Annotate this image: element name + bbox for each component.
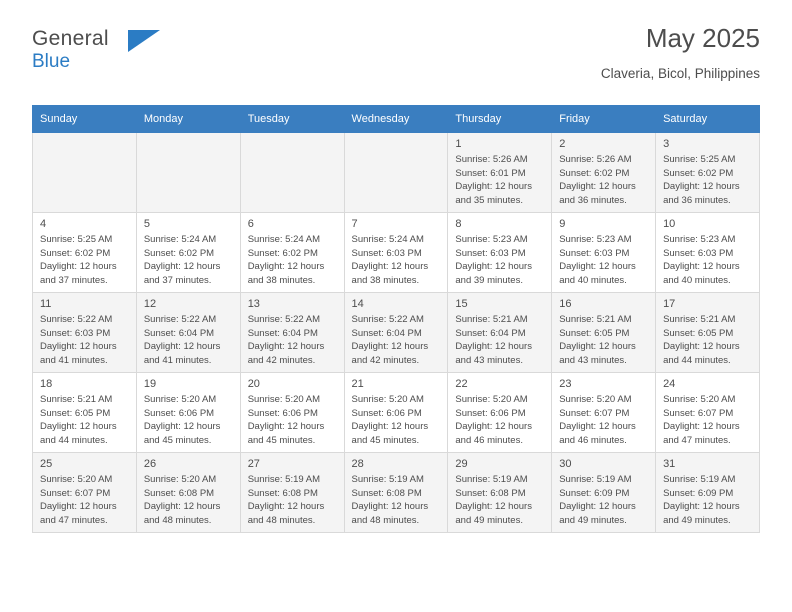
daylight-text-cont: and 41 minutes.	[143, 354, 212, 366]
daylight-text-cont: and 44 minutes.	[663, 354, 731, 366]
weekday-header-tuesday: Tuesday	[240, 106, 344, 133]
day-number: 7	[351, 218, 358, 230]
calendar-day-cell[interactable]	[136, 453, 240, 533]
daylight-text-cont: and 38 minutes.	[351, 274, 420, 286]
daylight-text-cont: and 49 minutes.	[663, 514, 731, 526]
calendar-day-cell[interactable]	[136, 213, 240, 293]
daylight-text: Daylight: 12 hours	[663, 421, 740, 432]
day-details	[552, 153, 655, 207]
daylight-text-cont: and 43 minutes.	[455, 354, 523, 366]
day-details	[448, 473, 551, 527]
sunset-text: Sunset: 6:08 PM	[455, 487, 526, 499]
sunrise-text: Sunrise: 5:23 AM	[559, 234, 632, 245]
day-details	[552, 313, 655, 367]
sunrise-text: Sunrise: 5:20 AM	[143, 394, 217, 405]
day-number: 6	[247, 218, 254, 230]
daylight-text: Daylight: 12 hours	[351, 421, 429, 432]
day-number: 19	[143, 378, 157, 390]
daylight-text-cont: and 46 minutes.	[455, 434, 523, 446]
sunrise-text: Sunrise: 5:24 AM	[247, 234, 321, 245]
sunset-text: Sunset: 6:06 PM	[143, 407, 215, 419]
weekday-header-wednesday: Wednesday	[344, 106, 448, 133]
day-number: 18	[40, 378, 53, 390]
brand-name-general: General	[32, 27, 109, 50]
day-details	[137, 473, 240, 527]
calendar-day-cell[interactable]	[33, 213, 137, 293]
daylight-text-cont: and 40 minutes.	[559, 274, 627, 286]
sunrise-text: Sunrise: 5:19 AM	[351, 474, 424, 485]
sunset-text: Sunset: 6:06 PM	[455, 407, 526, 419]
calendar-day-cell[interactable]	[344, 453, 448, 533]
daylight-text: Daylight: 12 hours	[247, 421, 325, 432]
daylight-text-cont: and 36 minutes.	[663, 194, 731, 206]
daylight-text: Daylight: 12 hours	[351, 341, 429, 352]
page-title: May 2025	[645, 23, 760, 53]
daylight-text-cont: and 46 minutes.	[559, 434, 627, 446]
day-details	[656, 153, 759, 207]
daylight-text-cont: and 39 minutes.	[455, 274, 523, 286]
daylight-text-cont: and 36 minutes.	[559, 194, 627, 206]
sunset-text: Sunset: 6:02 PM	[663, 167, 734, 179]
calendar-day-cell[interactable]	[344, 293, 448, 373]
daylight-text-cont: and 45 minutes.	[247, 434, 316, 446]
sunrise-text: Sunrise: 5:19 AM	[247, 474, 321, 485]
weekday-header-thursday: Thursday	[448, 106, 552, 133]
day-details	[241, 393, 344, 447]
calendar-day-cell[interactable]	[344, 373, 448, 453]
day-details	[33, 313, 136, 367]
day-number: 2	[559, 138, 566, 150]
sunset-text: Sunset: 6:08 PM	[247, 487, 318, 499]
sunrise-text: Sunrise: 5:23 AM	[663, 234, 736, 245]
weekday-header-row	[33, 106, 760, 133]
calendar-day-cell-empty	[344, 133, 448, 213]
calendar-table	[32, 105, 760, 533]
daylight-text: Daylight: 12 hours	[247, 341, 325, 352]
day-number: 27	[247, 458, 260, 470]
calendar-day-cell[interactable]	[552, 453, 656, 533]
day-details	[552, 473, 655, 527]
daylight-text: Daylight: 12 hours	[143, 501, 221, 512]
daylight-text-cont: and 45 minutes.	[143, 434, 212, 446]
daylight-text-cont: and 48 minutes.	[143, 514, 212, 526]
day-details	[241, 313, 344, 367]
weekday-header-monday: Monday	[136, 106, 240, 133]
day-number: 5	[143, 218, 150, 230]
sunrise-text: Sunrise: 5:19 AM	[559, 474, 632, 485]
sunrise-text: Sunrise: 5:21 AM	[455, 314, 528, 325]
day-details	[656, 473, 759, 527]
day-number: 23	[559, 378, 572, 390]
day-details	[552, 393, 655, 447]
calendar-day-cell[interactable]	[656, 213, 760, 293]
day-number: 21	[351, 378, 364, 390]
calendar-day-cell-empty	[136, 133, 240, 213]
sunrise-text: Sunrise: 5:20 AM	[663, 394, 736, 405]
daylight-text: Daylight: 12 hours	[143, 341, 221, 352]
daylight-text-cont: and 47 minutes.	[40, 514, 108, 526]
daylight-text-cont: and 42 minutes.	[247, 354, 316, 366]
daylight-text: Daylight: 12 hours	[40, 421, 117, 432]
daylight-text: Daylight: 12 hours	[559, 421, 636, 432]
day-details	[656, 233, 759, 287]
calendar-day-cell[interactable]	[240, 373, 344, 453]
daylight-text-cont: and 38 minutes.	[247, 274, 316, 286]
sunset-text: Sunset: 6:04 PM	[351, 327, 422, 339]
daylight-text: Daylight: 12 hours	[351, 261, 429, 272]
sunset-text: Sunset: 6:06 PM	[247, 407, 318, 419]
day-number: 31	[663, 458, 676, 470]
sunrise-text: Sunrise: 5:21 AM	[40, 394, 113, 405]
daylight-text-cont: and 49 minutes.	[559, 514, 627, 526]
calendar-week-row	[33, 293, 760, 373]
calendar-week-row	[33, 373, 760, 453]
calendar-day-cell[interactable]	[656, 373, 760, 453]
day-details	[656, 313, 759, 367]
sunrise-text: Sunrise: 5:25 AM	[663, 154, 736, 165]
sunset-text: Sunset: 6:08 PM	[351, 487, 422, 499]
calendar-week-row	[33, 213, 760, 293]
daylight-text: Daylight: 12 hours	[40, 501, 117, 512]
calendar-week-row	[33, 133, 760, 213]
sunset-text: Sunset: 6:03 PM	[559, 247, 630, 259]
daylight-text-cont: and 48 minutes.	[247, 514, 316, 526]
daylight-text: Daylight: 12 hours	[143, 421, 221, 432]
daylight-text: Daylight: 12 hours	[663, 181, 740, 192]
calendar-day-cell[interactable]	[33, 373, 137, 453]
sunset-text: Sunset: 6:05 PM	[559, 327, 630, 339]
daylight-text-cont: and 48 minutes.	[351, 514, 420, 526]
brand-name-blue: Blue	[32, 51, 71, 72]
sunset-text: Sunset: 6:07 PM	[559, 407, 630, 419]
day-number: 11	[40, 298, 52, 310]
daylight-text-cont: and 37 minutes.	[40, 274, 108, 286]
daylight-text-cont: and 41 minutes.	[40, 354, 108, 366]
day-details	[448, 233, 551, 287]
sunset-text: Sunset: 6:06 PM	[351, 407, 422, 419]
sunrise-text: Sunrise: 5:20 AM	[455, 394, 528, 405]
day-number: 29	[455, 458, 468, 470]
day-details	[552, 233, 655, 287]
day-number: 28	[351, 458, 364, 470]
sunset-text: Sunset: 6:07 PM	[663, 407, 734, 419]
day-number: 26	[143, 458, 157, 470]
day-number: 22	[455, 378, 468, 390]
day-details	[33, 233, 136, 287]
day-number: 3	[663, 138, 670, 150]
day-number: 17	[663, 298, 676, 310]
sunrise-text: Sunrise: 5:19 AM	[663, 474, 736, 485]
daylight-text: Daylight: 12 hours	[559, 501, 636, 512]
day-number: 16	[559, 298, 572, 310]
day-details	[448, 153, 551, 207]
weekday-header-friday: Friday	[552, 106, 656, 133]
day-details	[345, 233, 448, 287]
sunset-text: Sunset: 6:08 PM	[143, 487, 215, 499]
brand-logo	[32, 28, 232, 84]
calendar-day-cell[interactable]	[240, 293, 344, 373]
calendar-day-cell[interactable]	[656, 293, 760, 373]
sunrise-text: Sunrise: 5:23 AM	[455, 234, 528, 245]
sunrise-text: Sunrise: 5:20 AM	[351, 394, 424, 405]
sunset-text: Sunset: 6:01 PM	[455, 167, 526, 179]
calendar-day-cell[interactable]	[240, 453, 344, 533]
sunrise-text: Sunrise: 5:20 AM	[247, 394, 321, 405]
calendar-day-cell[interactable]	[344, 213, 448, 293]
daylight-text: Daylight: 12 hours	[40, 341, 117, 352]
title-block	[601, 22, 760, 82]
daylight-text: Daylight: 12 hours	[559, 261, 636, 272]
calendar-week-row	[33, 453, 760, 533]
calendar-day-cell[interactable]	[448, 453, 552, 533]
sunset-text: Sunset: 6:07 PM	[40, 487, 111, 499]
sunset-text: Sunset: 6:03 PM	[40, 327, 111, 339]
daylight-text-cont: and 35 minutes.	[455, 194, 523, 206]
daylight-text: Daylight: 12 hours	[663, 261, 740, 272]
daylight-text-cont: and 42 minutes.	[351, 354, 420, 366]
sunset-text: Sunset: 6:02 PM	[559, 167, 630, 179]
sunrise-text: Sunrise: 5:19 AM	[455, 474, 528, 485]
sunrise-text: Sunrise: 5:22 AM	[247, 314, 321, 325]
daylight-text: Daylight: 12 hours	[351, 501, 429, 512]
sunrise-text: Sunrise: 5:24 AM	[143, 234, 217, 245]
day-details	[345, 393, 448, 447]
flag-icon	[128, 30, 160, 52]
sunset-text: Sunset: 6:03 PM	[663, 247, 734, 259]
daylight-text: Daylight: 12 hours	[247, 261, 325, 272]
calendar-day-cell[interactable]	[240, 213, 344, 293]
daylight-text: Daylight: 12 hours	[559, 181, 636, 192]
sunrise-text: Sunrise: 5:25 AM	[40, 234, 113, 245]
sunrise-text: Sunrise: 5:20 AM	[559, 394, 632, 405]
daylight-text-cont: and 45 minutes.	[351, 434, 420, 446]
sunset-text: Sunset: 6:02 PM	[247, 247, 318, 259]
day-details	[656, 393, 759, 447]
day-details	[345, 473, 448, 527]
daylight-text: Daylight: 12 hours	[663, 341, 740, 352]
calendar-day-cell[interactable]	[656, 453, 760, 533]
day-details	[241, 473, 344, 527]
calendar-day-cell[interactable]	[656, 133, 760, 213]
day-number: 15	[455, 298, 468, 310]
day-number: 13	[247, 298, 260, 310]
daylight-text: Daylight: 12 hours	[663, 501, 740, 512]
weekday-header-sunday: Sunday	[33, 106, 137, 133]
calendar-day-cell[interactable]	[552, 373, 656, 453]
daylight-text-cont: and 49 minutes.	[455, 514, 523, 526]
sunset-text: Sunset: 6:04 PM	[455, 327, 526, 339]
sunrise-text: Sunrise: 5:21 AM	[559, 314, 632, 325]
daylight-text: Daylight: 12 hours	[455, 421, 532, 432]
calendar-day-cell[interactable]	[136, 293, 240, 373]
sunrise-text: Sunrise: 5:22 AM	[351, 314, 424, 325]
page-header	[32, 0, 760, 81]
calendar-day-cell-empty	[33, 133, 137, 213]
day-number: 1	[455, 138, 462, 150]
daylight-text-cont: and 47 minutes.	[663, 434, 731, 446]
sunset-text: Sunset: 6:03 PM	[455, 247, 526, 259]
calendar-day-cell[interactable]	[448, 213, 552, 293]
calendar-day-cell[interactable]	[33, 293, 137, 373]
day-number: 24	[663, 378, 676, 390]
daylight-text: Daylight: 12 hours	[455, 181, 532, 192]
calendar-day-cell[interactable]	[448, 133, 552, 213]
sunset-text: Sunset: 6:05 PM	[663, 327, 734, 339]
daylight-text: Daylight: 12 hours	[40, 261, 117, 272]
day-details	[33, 393, 136, 447]
day-details	[33, 473, 136, 527]
day-number: 12	[143, 298, 157, 310]
day-details	[448, 393, 551, 447]
sunrise-text: Sunrise: 5:21 AM	[663, 314, 736, 325]
daylight-text-cont: and 43 minutes.	[559, 354, 627, 366]
daylight-text: Daylight: 12 hours	[143, 261, 221, 272]
sunrise-text: Sunrise: 5:20 AM	[40, 474, 113, 485]
day-details	[448, 313, 551, 367]
calendar-day-cell[interactable]	[136, 373, 240, 453]
calendar-day-cell[interactable]	[33, 453, 137, 533]
sunrise-text: Sunrise: 5:26 AM	[455, 154, 528, 165]
sunset-text: Sunset: 6:09 PM	[559, 487, 630, 499]
daylight-text: Daylight: 12 hours	[559, 341, 636, 352]
day-details	[137, 393, 240, 447]
sunset-text: Sunset: 6:04 PM	[247, 327, 318, 339]
calendar-day-cell-empty	[240, 133, 344, 213]
day-number: 8	[455, 218, 462, 230]
calendar-day-cell[interactable]	[552, 213, 656, 293]
calendar-body	[33, 133, 760, 533]
daylight-text: Daylight: 12 hours	[455, 341, 532, 352]
weekday-header-saturday: Saturday	[656, 106, 760, 133]
sunset-text: Sunset: 6:05 PM	[40, 407, 111, 419]
day-number: 20	[247, 378, 260, 390]
day-number: 10	[663, 218, 676, 230]
day-details	[137, 313, 240, 367]
daylight-text: Daylight: 12 hours	[247, 501, 325, 512]
day-number: 4	[40, 218, 47, 230]
location-label: Claveria, Bicol, Philippines	[600, 66, 760, 81]
day-details	[241, 233, 344, 287]
daylight-text-cont: and 40 minutes.	[663, 274, 731, 286]
daylight-text: Daylight: 12 hours	[455, 261, 532, 272]
daylight-text-cont: and 44 minutes.	[40, 434, 108, 446]
day-details	[345, 313, 448, 367]
sunset-text: Sunset: 6:03 PM	[351, 247, 422, 259]
sunrise-text: Sunrise: 5:26 AM	[559, 154, 632, 165]
calendar-day-cell[interactable]	[552, 133, 656, 213]
sunset-text: Sunset: 6:09 PM	[663, 487, 734, 499]
sunrise-text: Sunrise: 5:20 AM	[143, 474, 217, 485]
calendar-day-cell[interactable]	[552, 293, 656, 373]
sunset-text: Sunset: 6:02 PM	[40, 247, 111, 259]
daylight-text-cont: and 37 minutes.	[143, 274, 212, 286]
sunrise-text: Sunrise: 5:22 AM	[143, 314, 217, 325]
day-number: 25	[40, 458, 53, 470]
day-number: 30	[559, 458, 572, 470]
calendar-day-cell[interactable]	[448, 293, 552, 373]
sunrise-text: Sunrise: 5:22 AM	[40, 314, 113, 325]
sunrise-text: Sunrise: 5:24 AM	[351, 234, 424, 245]
day-number: 9	[559, 218, 566, 230]
day-number: 14	[351, 298, 364, 310]
daylight-text: Daylight: 12 hours	[455, 501, 532, 512]
sunset-text: Sunset: 6:04 PM	[143, 327, 215, 339]
day-details	[137, 233, 240, 287]
sunset-text: Sunset: 6:02 PM	[143, 247, 215, 259]
calendar-day-cell[interactable]	[448, 373, 552, 453]
